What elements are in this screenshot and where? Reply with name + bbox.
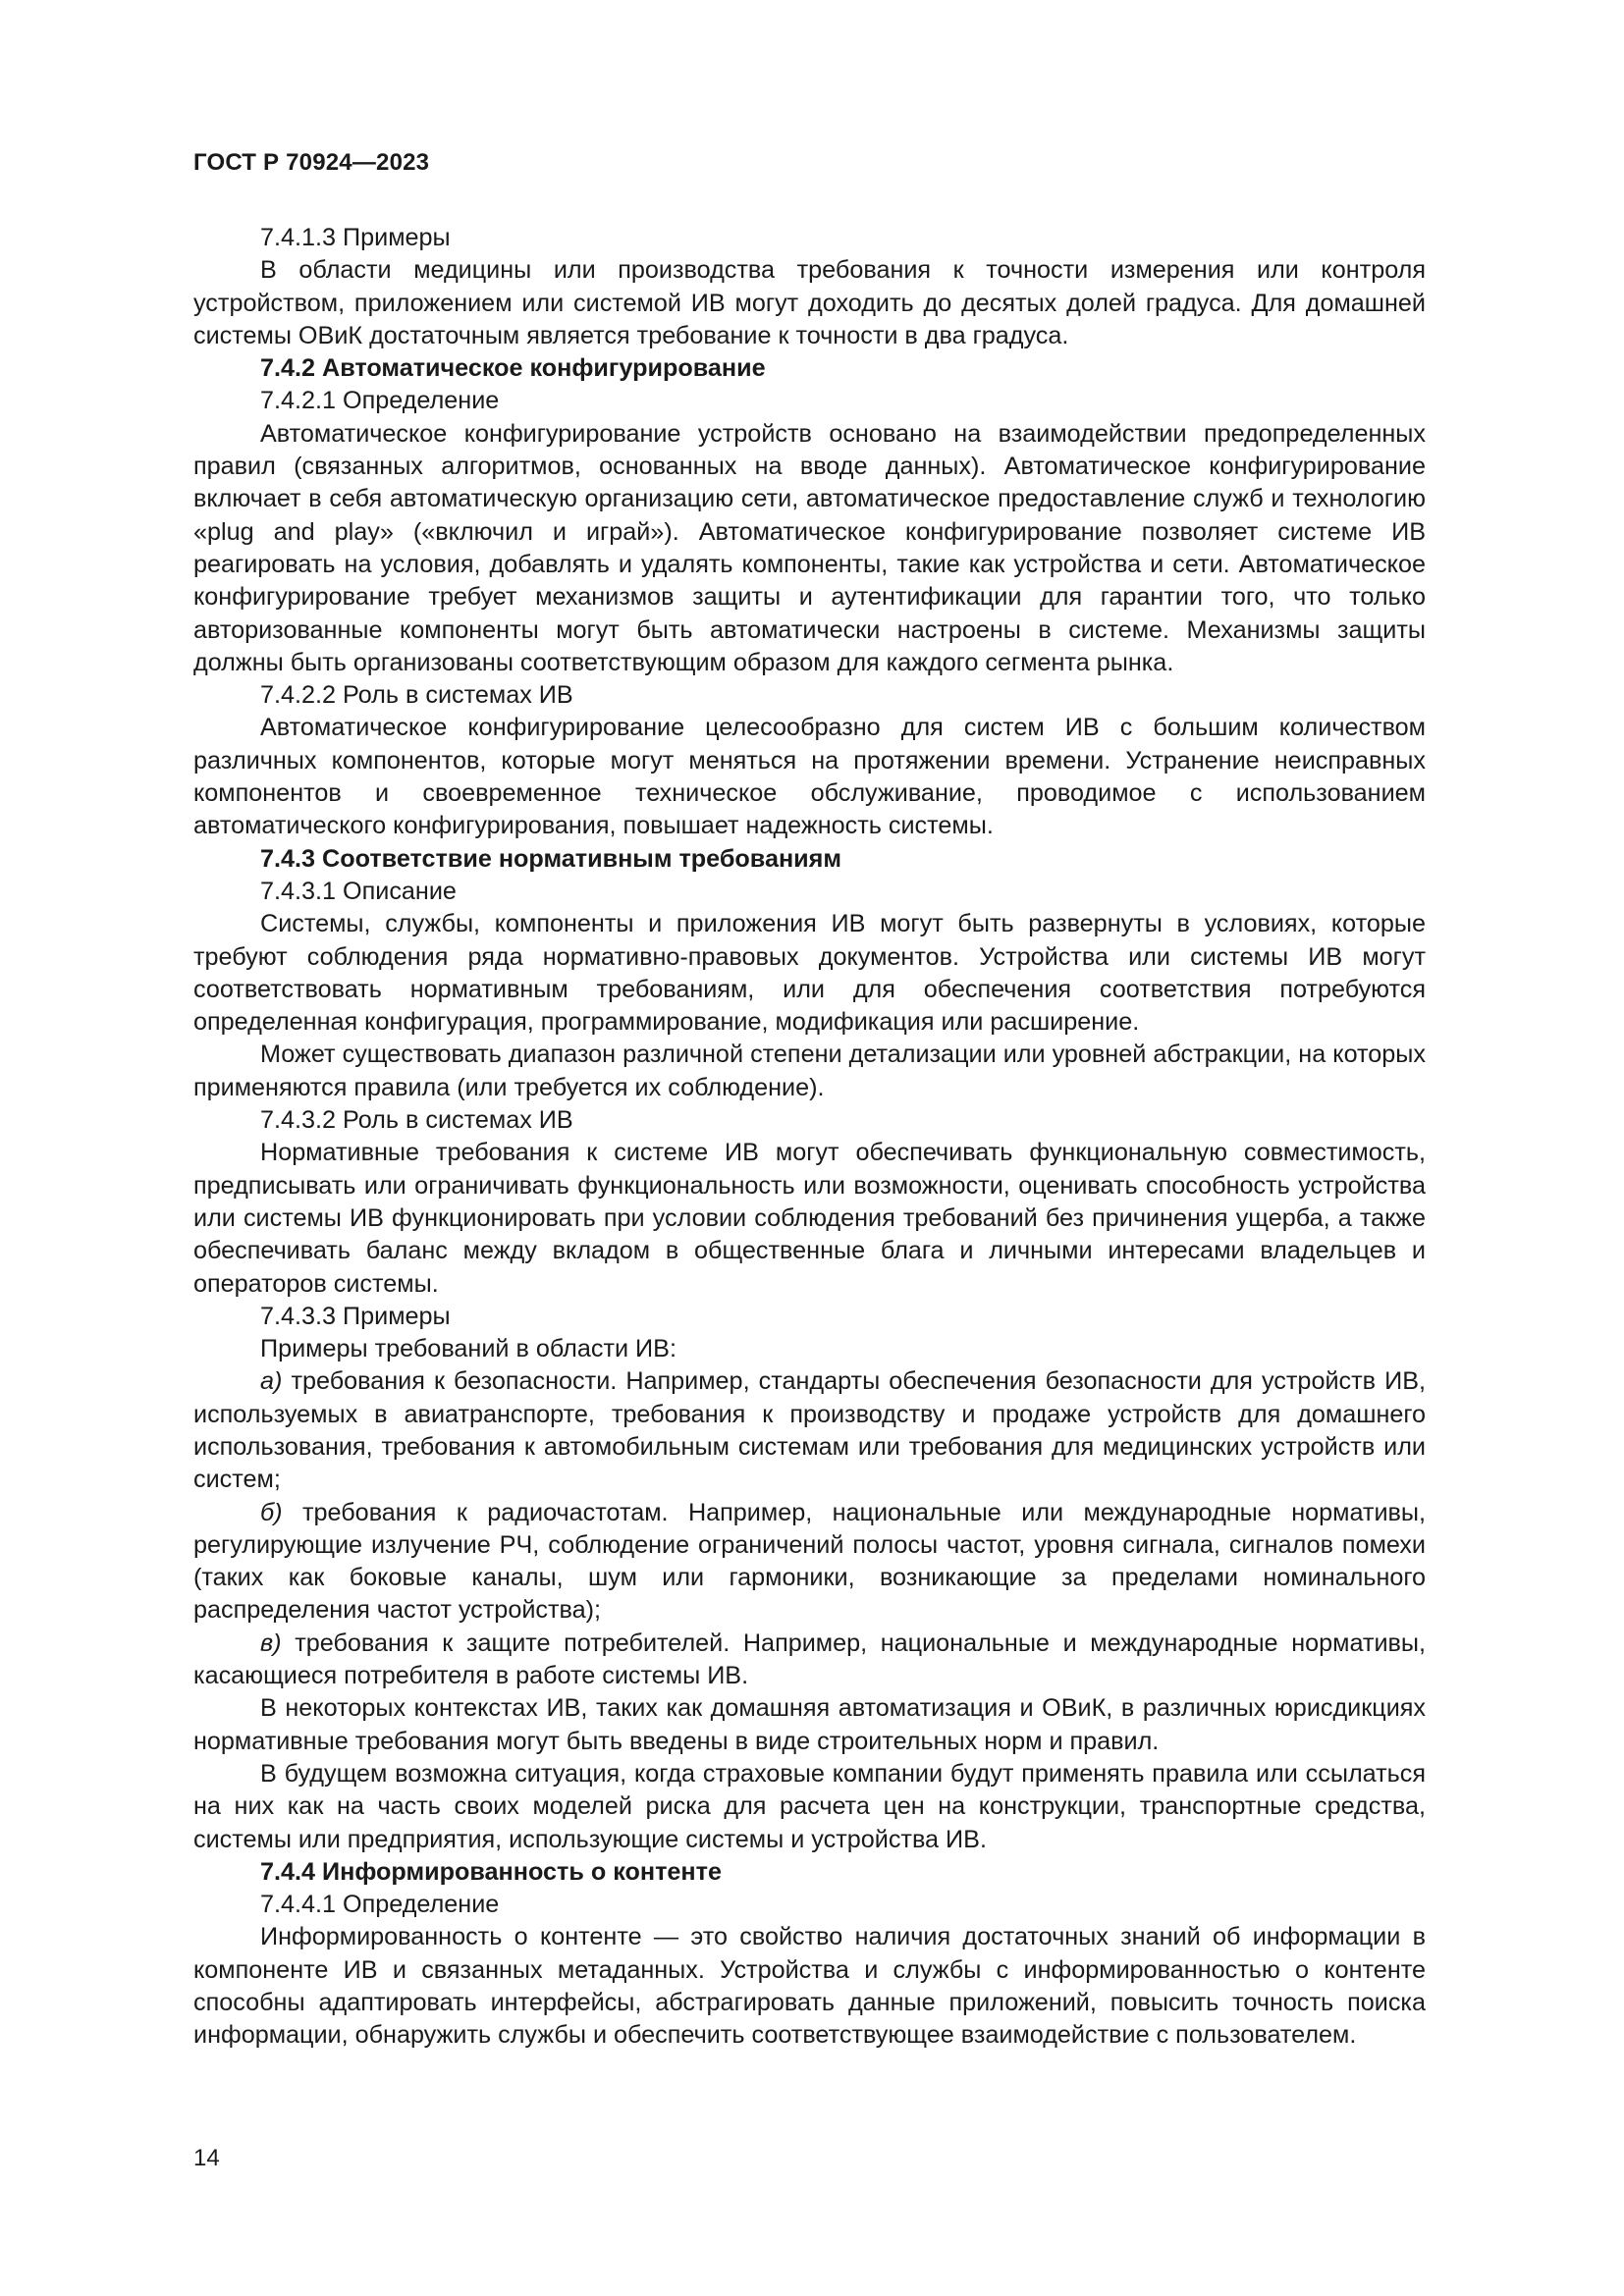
list-item-text: требования к безопасности. Например, стандарты обеспечения безопасности для устройств ИВ, используемых в авиатранспорте, требования к производству и продаже устройств для домашнего использования, требования к автомобильным системам или требования для медицинских устройств или систем; xyxy=(193,1367,1426,1494)
subsection-title: 7.4.2.1 Определение xyxy=(260,387,500,415)
list-marker: в) xyxy=(260,1629,282,1657)
paragraph: В области медицины или производства требования к точности измерения или контроля устройством, приложением или системой ИВ могут доходить до десятых долей градуса. Для домашней системы ОВиК достаточным является требование к точности в два градуса. xyxy=(193,256,1426,349)
section-heading: 7.4.3 Соответствие нормативным требованиям xyxy=(260,844,841,873)
list-item xyxy=(193,1365,1426,1496)
list-item-text: требования к защите потребителей. Например, национальные и международные нормативы, касающиеся потребителя в работе системы ИВ. xyxy=(193,1629,1426,1690)
subsection-title: 7.4.4.1 Определение xyxy=(260,1891,500,1919)
subsection-title: 7.4.3.3 Примеры xyxy=(260,1302,451,1330)
subsection-title: 7.4.3.2 Роль в системах ИВ xyxy=(260,1106,573,1135)
paragraph: Может существовать диапазон различной степени детализации или уровней абстракции, на которых применяются правила (или требуется их соблюдение). xyxy=(193,1041,1426,1101)
paragraph: Автоматическое конфигурирование устройств основано на взаимодействии предопределенных правил (связанных алгоритмов, основанных на вводе данных). Автоматическое конфигурирование включает в себя автоматическую организацию сети, автоматическое предоставление служб и технологию «plug and play» («включил и играй»). Автоматическое конфигурирование позволяет системе ИВ реагировать на условия, добавлять и удалять компоненты, такие как устройства и сети. Автоматическое конфигурирование требует механизмов защиты и аутентификации для гарантии того, что только авторизованные компоненты могут быть автоматически настроены в системе. Механизмы защиты должны быть организованы соответствующим образом для каждого сегмента рынка. xyxy=(193,419,1426,676)
list-item xyxy=(193,1628,1426,1693)
subsection-title: 7.4.1.3 Примеры xyxy=(260,224,451,251)
paragraph: Автоматическое конфигурирование целесообразно для систем ИВ с большим количеством различных компонентов, которые могут меняться на протяжении времени. Устранение неисправных компонентов и своевременное техническое обслуживание, проводимое с использованием автоматического конфигурирования, повышает надежность системы. xyxy=(193,714,1426,840)
paragraph: Нормативные требования к системе ИВ могут обеспечивать функциональную совместимость, предписывать или ограничивать функциональность или возможности, оценивать способность устройства или системы ИВ функционировать при условии соблюдения требований без причинения ущерба, а также обеспечивать баланс между вкладом в общественные блага и личными интересами владельцев и операторов системы. xyxy=(193,1139,1426,1298)
paragraph: Примеры требований в области ИВ: xyxy=(260,1335,677,1363)
document-header: ГОСТ Р 70924—2023 xyxy=(193,149,430,176)
page-number: 14 xyxy=(193,2145,220,2171)
document-body xyxy=(193,222,1426,2053)
section-heading: 7.4.4 Информированность о контенте xyxy=(260,1857,722,1886)
section-heading: 7.4.2 Автоматическое конфигурирование xyxy=(260,354,766,383)
subsection-title: 7.4.2.2 Роль в системах ИВ xyxy=(260,681,573,710)
paragraph: В будущем возможна ситуация, когда страховые компании будут применять правила или ссылаться на них как на часть своих моделей риска для расчета цен на конструкции, транспортные средства, системы или предприятия, использующие системы и устройства ИВ. xyxy=(193,1759,1426,1853)
subsection-title: 7.4.3.1 Описание xyxy=(260,877,457,905)
list-marker: б) xyxy=(260,1498,283,1526)
paragraph: В некоторых контекстах ИВ, таких как домашняя автоматизация и ОВиК, в различных юрисдикциях нормативные требования могут быть введены в виде строительных норм и правил. xyxy=(193,1694,1426,1755)
list-item xyxy=(193,1497,1426,1628)
paragraph: Системы, службы, компоненты и приложения ИВ могут быть развернуты в условиях, которые требуют соблюдения ряда нормативно-правовых документов. Устройства или системы ИВ могут соответствовать нормативным требованиям, или для обеспечения соответствия потребуются определенная конфигурация, программирование, модификация или расширение. xyxy=(193,910,1426,1037)
list-item-text: требования к радиочастотам. Например, национальные или международные нормативы, регулирующие излучение РЧ, соблюдение ограничений полосы частот, уровня сигнала, сигналов помехи (таких как боковые каналы, шум или гармоники, возникающие за пределами номинального распределения частот устройства); xyxy=(193,1498,1426,1625)
list-marker: а) xyxy=(260,1367,283,1396)
paragraph: Информированность о контенте — это свойство наличия достаточных знаний об информации в компоненте ИВ и связанных метаданных. Устройства и службы с информированностью о контенте способны адаптировать интерфейсы, абстрагировать данные приложений, повысить точность поиска информации, обнаружить службы и обеспечить соответствующее взаимодействие с пользователем. xyxy=(193,1923,1426,2050)
